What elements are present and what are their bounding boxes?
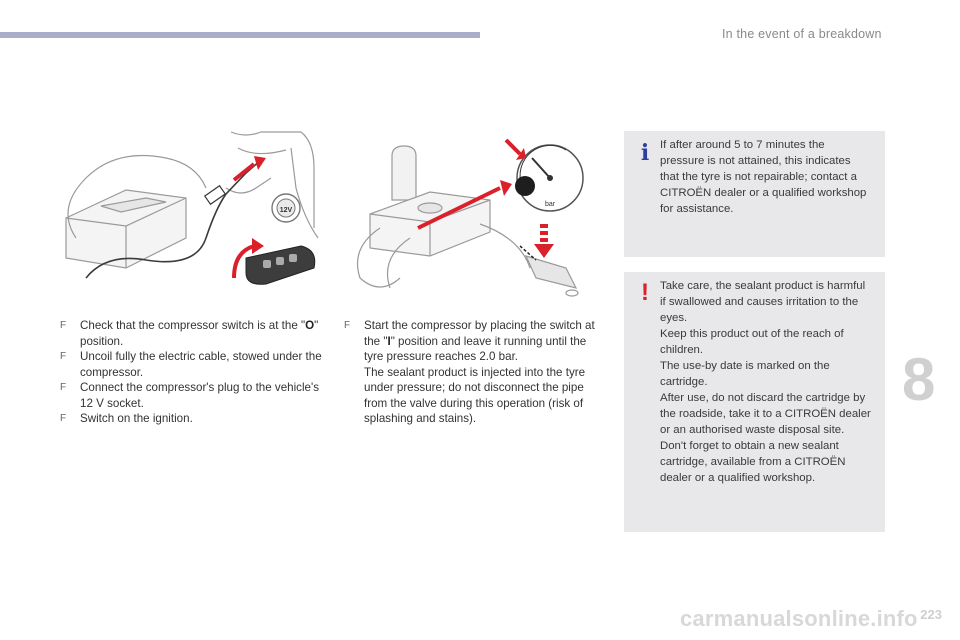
step-check-switch: F Check that the compressor switch is at the "O" position. xyxy=(60,319,319,348)
bullet-icon: F xyxy=(60,382,67,393)
warning-paragraph: Take care, the sealant product is harmful if swallowed and causes irritation to the eyes. xyxy=(660,280,866,324)
compressor-socket-illustration xyxy=(56,128,322,300)
bullet-icon: F xyxy=(60,351,67,362)
compressor-socket-drawing xyxy=(56,128,322,300)
warning-box xyxy=(624,272,885,532)
gauge-cartridge-illustration xyxy=(340,128,606,300)
section-title: In the event of a breakdown xyxy=(722,27,882,41)
warning-icon: ! xyxy=(641,279,649,306)
page-number: 223 xyxy=(920,607,942,622)
step-uncoil-cable: F Uncoil fully the electric cable, stowed under the compressor. xyxy=(60,350,322,379)
step-start-compressor: F Start the compressor by placing the switch at the "I" position and leave it running until the tyre pressure reaches 2.0 bar. xyxy=(344,319,595,363)
warning-paragraph: The use-by date is marked on the cartridge. xyxy=(660,360,830,388)
warning-paragraph: Don't forget to obtain a new sealant cartridge, available from a CITROËN dealer or a qualified workshop. xyxy=(660,440,846,484)
step-connect-plug: F Connect the compressor's plug to the vehicle's 12 V socket. xyxy=(60,381,320,410)
bullet-icon: F xyxy=(60,320,67,331)
info-icon: i xyxy=(640,140,650,166)
warning-paragraph: After use, do not discard the cartridge by the roadside, take it to a CITROËN dealer or an authorised waste disposal site. xyxy=(660,392,871,436)
bullet-icon: F xyxy=(60,413,67,424)
sealant-injection-note: The sealant product is injected into the tyre under pressure; do not disconnect the pipe from the valve during this operation (risk of splashing and stains). xyxy=(364,365,586,425)
left-instructions xyxy=(60,318,328,427)
middle-instructions xyxy=(344,318,606,427)
warning-paragraph: Keep this product out of the reach of children. xyxy=(660,328,844,356)
bullet-icon: F xyxy=(344,320,351,331)
watermark: carmanualsonline.info xyxy=(680,606,918,631)
info-box-text: If after around 5 to 7 minutes the pressure is not attained, this indicates that the tyre is not repairable; contact a CITROËN dealer or a qualified workshop for assistance. xyxy=(660,139,867,215)
gauge-cartridge-drawing xyxy=(340,128,606,300)
socket-label: 12V xyxy=(279,207,293,214)
chapter-number: 8 xyxy=(902,346,936,413)
step-ignition: F Switch on the ignition. xyxy=(60,412,193,425)
header-accent-bar xyxy=(0,32,480,38)
warning-box-text xyxy=(660,278,871,486)
gauge-unit-label: bar xyxy=(544,201,556,208)
info-box xyxy=(624,131,885,257)
